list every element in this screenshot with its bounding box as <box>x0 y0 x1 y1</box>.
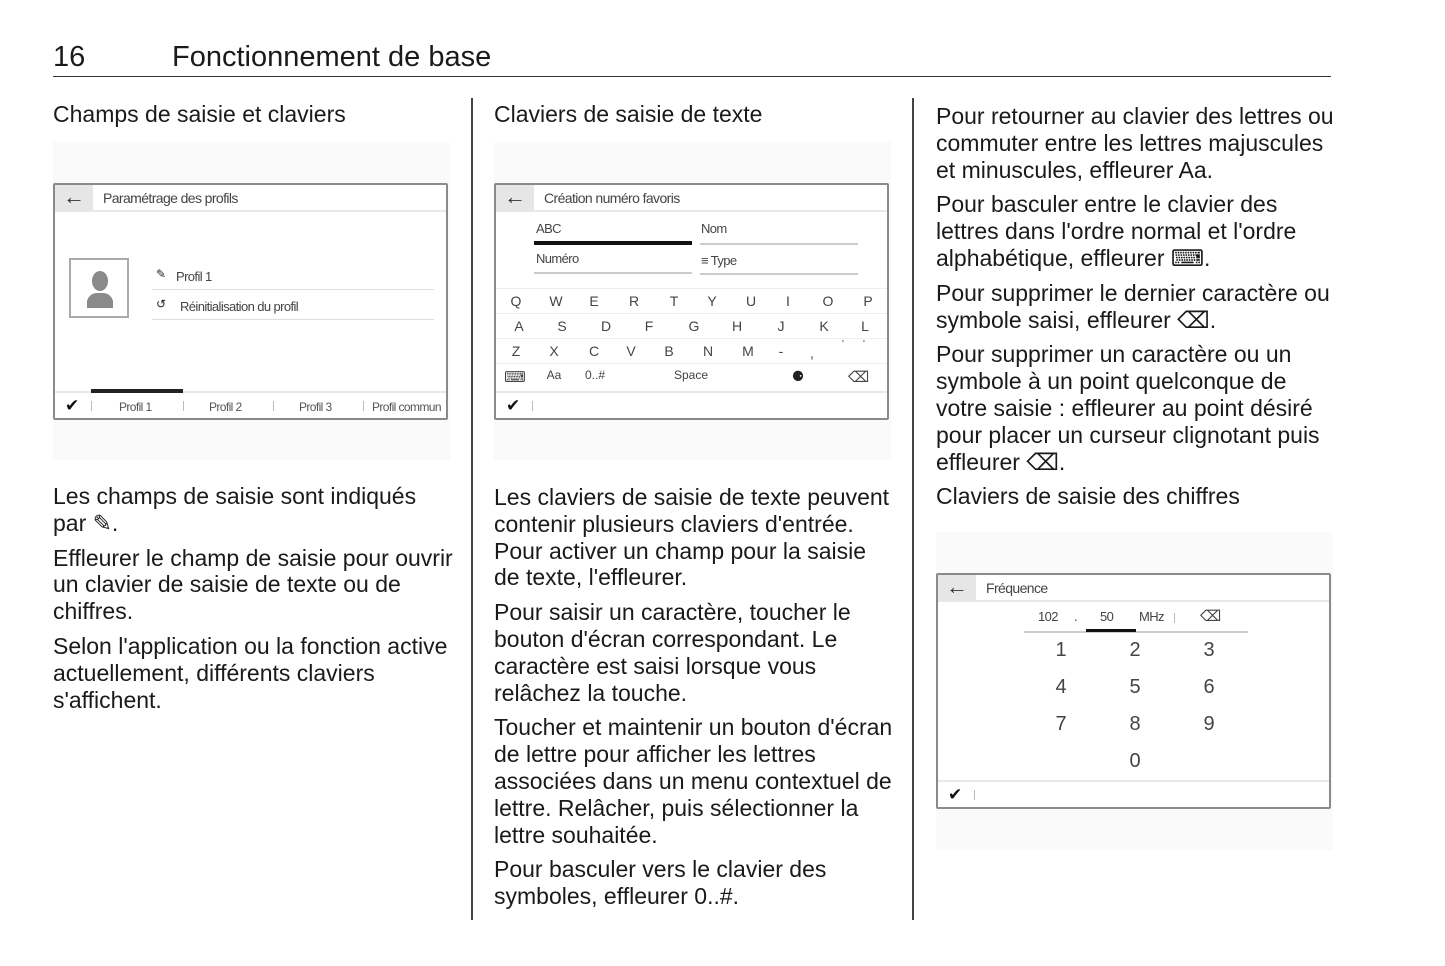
section-heading: Champs de saisie et claviers <box>53 101 346 127</box>
key[interactable]: Q <box>510 293 522 309</box>
avatar[interactable] <box>69 258 129 318</box>
person-silhouette-icon <box>83 270 117 308</box>
symbols-key[interactable]: 0..# <box>584 368 605 382</box>
paragraph: Pour basculer entre le clavier des lettres dans l'ordre normal et l'ordre alphabétique, effleurer ⌨. <box>936 191 1297 271</box>
key[interactable]: F <box>644 318 654 334</box>
unit-label: MHz <box>1139 609 1164 624</box>
page-title: Fonctionnement de base <box>172 41 492 73</box>
numeric-keypad-screen: ← Fréquence 102 . 50 MHz ⌫ 1 2 3 4 5 6 7 8 9 0 ✔ <box>936 573 1331 809</box>
pencil-icon: ✎ <box>156 267 166 281</box>
digit-key[interactable]: 9 <box>1203 713 1215 735</box>
check-icon[interactable]: ✔ <box>506 396 521 415</box>
section-heading: Claviers de saisie de texte <box>494 101 763 127</box>
key[interactable]: K <box>819 318 829 334</box>
paragraph: Pour supprimer le dernier caractère ou symbole saisi, effleurer ⌫. <box>936 279 1330 333</box>
column-divider <box>912 98 914 920</box>
digit-key[interactable]: 3 <box>1203 639 1215 661</box>
key[interactable]: M <box>742 343 754 359</box>
key[interactable]: I <box>786 293 790 309</box>
paragraph: Les claviers de saisie de texte peuvent contenir plusieurs claviers d'entrée. Pour activer un champ pour la saisie de texte, l'effleurer. <box>494 484 890 591</box>
paragraph: Toucher et maintenir un bouton d'écran de lettre pour afficher les lettres associées dans un menu contextuel de lettre. Relâcher, puis sélectionner la lettre souhaitée. <box>494 714 893 848</box>
profile-settings-screen <box>53 183 448 420</box>
keyboard-row-2 <box>496 313 887 338</box>
key[interactable]: T <box>669 293 679 309</box>
screen-titlebar <box>938 575 1329 602</box>
screen-titlebar <box>55 185 446 212</box>
tab-profil-1[interactable]: Profil 1 <box>119 400 152 414</box>
key[interactable]: C <box>588 343 600 359</box>
key[interactable]: L <box>861 318 869 334</box>
screen-title: Fréquence <box>986 580 1048 596</box>
key[interactable]: N <box>702 343 714 359</box>
keyboard-layout-icon[interactable]: ⌨ <box>504 369 526 386</box>
tab-profil-commun[interactable]: Profil commun <box>372 400 441 414</box>
digit-key[interactable]: 8 <box>1129 713 1141 735</box>
digit-key[interactable]: 2 <box>1129 639 1141 661</box>
digit-key[interactable]: 6 <box>1203 676 1215 698</box>
language-icon[interactable]: ⚈ <box>791 368 805 384</box>
digit-key[interactable]: 5 <box>1129 676 1141 698</box>
digit-key[interactable]: 1 <box>1055 639 1067 661</box>
space-key[interactable]: Space <box>673 368 709 382</box>
backspace-icon[interactable]: ⌫ <box>1200 608 1221 625</box>
key[interactable]: W <box>549 293 563 309</box>
key[interactable]: S <box>557 318 567 334</box>
paragraph: Effleurer le champ de saisie pour ouvrir un clavier de saisie de texte ou de chiffres. <box>53 544 453 625</box>
frequency-integer[interactable]: 102 <box>1038 609 1058 624</box>
screen-footer <box>496 391 887 418</box>
paragraph: Pour saisir un caractère, toucher le bouton d'écran correspondant. Le caractère est saisi lorsque vous relâchez la touche. <box>494 599 851 706</box>
frequency-decimal[interactable]: 50 <box>1100 609 1114 624</box>
column-1-body <box>53 483 453 721</box>
key[interactable]: H <box>731 318 743 334</box>
profile-tabs <box>55 391 446 418</box>
profile-name-field[interactable]: ✎ Profil 1 <box>152 261 434 290</box>
page-number: 16 <box>53 41 86 73</box>
case-toggle-key[interactable]: Aa <box>546 368 562 382</box>
text-keyboard-screen <box>494 183 889 420</box>
key[interactable]: D <box>600 318 612 334</box>
key[interactable]: J <box>777 318 785 334</box>
key[interactable]: X <box>549 343 559 359</box>
key[interactable]: - <box>778 343 784 359</box>
key[interactable]: ' <box>842 339 844 350</box>
key[interactable]: , <box>810 345 814 361</box>
tab-profil-2[interactable]: Profil 2 <box>209 400 242 414</box>
key[interactable]: Y <box>707 293 717 309</box>
column-2 <box>494 98 894 128</box>
paragraph: Les champs de saisie sont indiqués par ✎. <box>53 483 417 536</box>
key[interactable]: P <box>863 293 873 309</box>
key[interactable]: O <box>822 293 834 309</box>
back-arrow-icon[interactable]: ← <box>938 575 976 601</box>
abc-field[interactable]: ABC <box>536 221 561 236</box>
screen-title: Création numéro favoris <box>544 190 680 206</box>
check-icon[interactable]: ✔ <box>948 785 963 804</box>
screen-footer <box>938 780 1329 807</box>
key[interactable]: B <box>664 343 674 359</box>
digit-key[interactable]: 0 <box>1129 750 1141 772</box>
keyboard-row-4 <box>496 363 887 388</box>
paragraph: Pour retourner au clavier des lettres ou commuter entre les lettres majuscules et minuscules, effleurer Aa. <box>936 103 1334 183</box>
keyboard-row-1 <box>496 288 887 313</box>
column-2-body <box>494 484 894 918</box>
paragraph: Pour basculer vers le clavier des symboles, effleurer 0..#. <box>494 856 827 910</box>
profile-reset-item[interactable]: ↺ Réinitialisation du profil <box>152 291 434 320</box>
backspace-icon[interactable]: ⌫ <box>848 369 870 386</box>
section-heading: Claviers de saisie des chiffres <box>936 483 1240 510</box>
column-3 <box>936 103 1336 510</box>
key[interactable]: ' <box>863 339 865 350</box>
column-divider <box>471 98 473 920</box>
paragraph: Pour supprimer un caractère ou un symbole à un point quelconque de votre saisie : effleurer au point désiré pour placer un curseur clignotant puis effleurer ⌫. <box>936 341 1320 475</box>
digit-key[interactable]: 7 <box>1055 713 1067 735</box>
key[interactable]: R <box>628 293 640 309</box>
number-field[interactable]: Numéro <box>536 251 579 266</box>
key[interactable]: G <box>688 318 700 334</box>
tab-profil-3[interactable]: Profil 3 <box>299 400 332 414</box>
reset-icon: ↺ <box>156 297 166 311</box>
page-header <box>53 40 1331 77</box>
key[interactable]: A <box>514 318 524 334</box>
active-field-underline <box>1086 629 1136 632</box>
paragraph: Selon l'application ou la fonction active actuellement, différents claviers s'affichent. <box>53 632 448 713</box>
name-field[interactable]: Nom <box>701 221 727 236</box>
check-icon[interactable]: ✔ <box>65 396 80 415</box>
screen-titlebar <box>496 185 887 212</box>
screen-title: Paramétrage des profils <box>103 190 238 206</box>
active-tab-indicator <box>91 389 183 393</box>
key[interactable]: E <box>589 293 599 309</box>
digit-key[interactable]: 4 <box>1055 676 1067 698</box>
key[interactable]: U <box>745 293 757 309</box>
type-field[interactable]: ≡ Type <box>701 253 737 268</box>
back-arrow-icon[interactable]: ← <box>496 185 534 211</box>
key[interactable]: V <box>626 343 636 359</box>
active-field-underline <box>534 241 692 245</box>
column-1 <box>53 98 453 128</box>
key[interactable]: Z <box>511 343 521 359</box>
back-arrow-icon[interactable]: ← <box>55 185 93 211</box>
keyboard-row-3 <box>496 338 887 363</box>
